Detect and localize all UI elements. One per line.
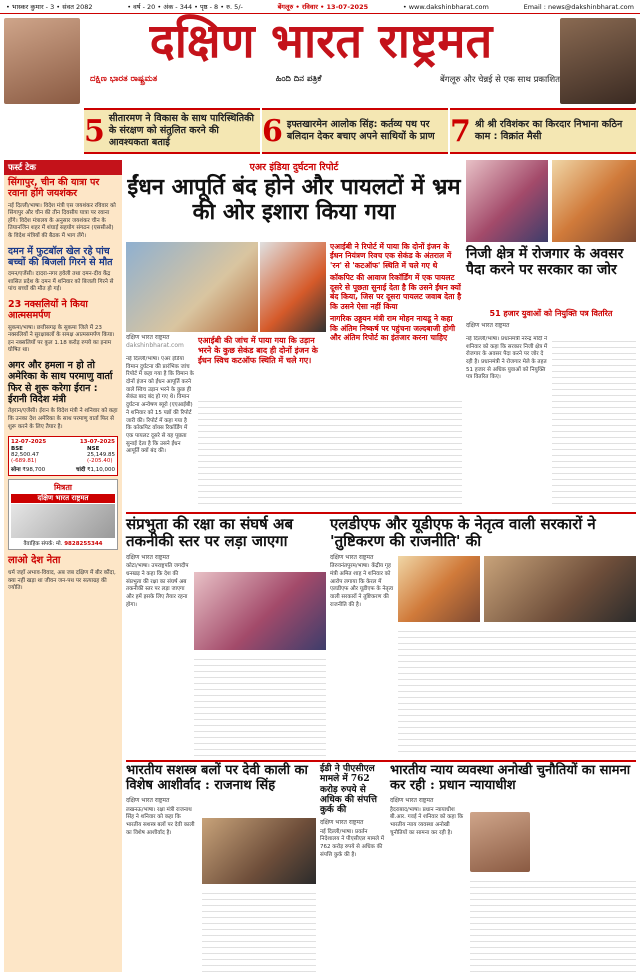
lead-body-columns [198,396,462,508]
left-headline-3[interactable]: 23 नक्सलियों ने किया आत्मसमर्पण [8,298,88,322]
left-body-5: धर्म जहाँ अभाव-विवाद, अब जब दक्षिण में बीर कौंदा, क्या नहीं खड़ा था जीवन जन-पथ पर सत्याग्रह की ज्योति। [8,570,116,592]
left-section-header: फर्स्ट टेक [4,160,122,175]
email-link[interactable]: Email : news@dakshinbharat.com [523,2,634,11]
left-column [4,160,122,972]
left-headline-4[interactable]: अगर और हमला न हो तो अमेरिका के साथ परमाणु वार्ता फिर से शुरू करेगा ईरान : ईरानी विदेश मंत्री [8,359,113,406]
bottom-a-body: लखनऊ/भाषा। रक्षा मंत्री राजनाथ सिंह ने शनिवार को कहा कि भारतीय सशस्त्र बलों पर देवी काली का विशेष आशीर्वाद है। [126,806,195,836]
left-body-4: तेहरान/एजेंसी। ईरान के विदेश मंत्री ने शनिवार को कहा कि उनका देश अमेरिका के साथ परमाणु वार्ता फिर से शुरू करने के लिए तैयार है। [8,408,118,430]
bottom-c-body: हैदराबाद/भाषा। प्रधान न्यायाधीश बी.आर. गवई ने शनिवार को कहा कि भारतीय न्याय व्यवस्था अनोखी चुनौतियों का सामना कर रही है। [390,806,464,836]
lead-byline-web: dakshinbharat.com [126,341,184,349]
bottom-story-a [126,764,316,972]
bottom-c-headline[interactable]: भारतीय न्याय व्यवस्था अनोखी चुनौतियों का सामना कर रही : प्रधान न्यायाधीश [390,763,631,793]
promo-item-2[interactable] [262,108,448,154]
top-info-bar [0,0,640,14]
silver-label: चांदी [75,467,86,474]
rtop-body-columns [552,336,636,508]
rtop-subheadline: 51 हजार युवाओं को नियुक्ति पत्र वितरित [489,309,613,318]
masthead-photo-left [4,18,80,104]
nse-label: NSE [87,446,100,453]
bottom-a-byline: दक्षिण भारत राष्ट्रमत [126,796,170,804]
mid-right-byline: दक्षिण भारत राष्ट्रमत [330,553,374,561]
website-link[interactable]: • www.dakshinbharat.com [402,2,489,11]
bottom-c-photo [470,812,530,872]
lead-bullet-2: कॉकपिट की आवाज रिकॉर्डिंग में एक पायलट दूसरे से पूछता सुनाई देता है कि उसने ईंधन क्यों बंद किया, जिस पर दूसरा पायलट जवाब देता है कि उसने ऐसा नहीं किया [330,273,462,311]
promo-text: श्री श्री रविशंकर का किरदार निभाना कठिन काम : विक्रांत मैसी [474,119,623,142]
masthead-tagline: बेंगलूरु और चेन्नई से एक साथ प्रकाशित [439,75,560,85]
matrimony-ad[interactable] [8,479,118,550]
ad-contact [11,539,115,547]
lead-kicker: एअर इंडिया दुर्घटना रिपोर्ट [249,162,339,173]
promo-page-number: 7 [450,113,471,149]
mid-left-columns [194,654,326,756]
promo-item-1[interactable] [84,108,260,154]
mid-left-story [126,516,326,756]
lead-byline [126,334,196,350]
mid-right-body: तिरुवनंतपुरम/भाषा। केंद्रीय गृह मंत्री अमित शाह ने शनिवार को आरोप लगाया कि केरल में एलडीएफ और यूडीएफ के नेतृत्व वाली सरकारों ने तुष्टिकरण की राजनीति की है। [330,563,394,608]
rtop-byline: दक्षिण भारत राष्ट्रमत [466,322,510,329]
lead-headline[interactable]: ईंधन आपूर्ति बंद होने और पायलटों में भ्रम की ओर इशारा किया गया [127,174,461,226]
volume-info: • वर्ष - 20 • अंक - 344 • पृष्ठ - 8 • रु. 5/- [127,3,243,11]
section-divider-2 [126,760,636,762]
bottom-a-columns [202,888,316,972]
lead-bullets [330,242,462,343]
market-date-2: 13-07-2025 [79,439,115,446]
bottom-story-c [390,764,636,972]
mid-left-photo [194,572,326,650]
ad-title: मित्रता [54,483,72,493]
gold-value: ₹98,700 [22,467,46,474]
mid-left-byline: दक्षिण भारत राष्ट्रमत [126,553,170,561]
promo-page-number: 6 [262,113,283,149]
left-body-1: नई दिल्ली/भाषा। विदेश मंत्री एस जयशंकर रविवार को सिंगापुर और चीन की तीन दिवसीय यात्रा पर रवाना होंगे। विदेश मंत्रालय के अनुसार जयशंकर चीन के तियानजिन शहर में शंघाई सहयोग संगठन (एससीओ) के विदेश मंत्रियों की बैठक में भाग लेंगे। [8,202,116,239]
rtop-body: नई दिल्ली/भाषा। प्रधानमंत्री नरेन्द्र मोदी ने शनिवार को कहा कि सरकार निजी क्षेत्र में रोजगार के अवसर पैदा करने पर जोर दे रही है। प्रधानमंत्री ने रोजगार मेले के तहत 51 हजार से अधिक युवाओं को नियुक्ति पत्र वितरित किए। [466,336,548,381]
mid-right-headline[interactable]: एलडीएफ और यूडीएफ के नेतृत्व वाली सरकारों ने 'तुष्टिकरण की राजनीति' की [330,515,596,551]
market-date-1: 12-07-2025 [11,439,47,446]
promo-text: इफ्तखारमेन आलोक सिंह: कर्तव्य पथ पर बलिदान देकर बचाए अपने साथियों के प्राण [286,119,435,142]
bottom-b-headline[interactable]: ईडी ने पीएसीएल मामले में 762 करोड़ रुपये से अधिक की संपत्ति कुर्क की [320,764,377,816]
bottom-story-b [320,764,386,972]
mid-right-photo-1 [398,556,480,622]
left-body-2: दमन/एजेंसी। दादरा-नगर हवेली तथा दमन-दीव केंद्र शासित प्रदेश के दमन में शनिवार को बिजली गिरने से पांच बच्चों की मौत हो गई। [8,271,114,293]
rtop-headline[interactable]: निजी क्षेत्र में रोजगार के अवसर पैदा करने पर सरकार का जोर [466,246,624,279]
bse-change: (-689.81) [11,458,37,465]
masthead [0,14,640,106]
bottom-a-photo [202,818,316,884]
lead-callout: एआईबी की जांच में पाया गया कि उड़ान भरने के कुछ सेकंड बाद ही दोनों इंजन के ईंधन स्विच कटऑफ स्थिति में चले गए। [198,336,318,365]
ad-subtitle: दक्षिण भारत राष्ट्रमत [11,494,115,503]
kannada-subtitle: ಹಿಂದಿ ದಿನ ಪತ್ರಿಕೆ [275,74,322,84]
lead-bullet-3: नागरिक उड्डयन मंत्री राम मोहन नायडू ने कहा कि अंतिम निष्कर्ष पर पहुंचना जल्दबाजी होगी और अंतिम रिपोर्ट का इंतजार करना चाहिए [330,314,456,343]
mid-right-story [330,516,636,756]
nse-block [87,446,115,464]
left-body-3: सुकमा/भाषा। छत्तीसगढ़ के सुकमा जिले में 23 नक्सलियों ने सुरक्षाबलों के समक्ष आत्मसमर्पण किया। इन नक्सलियों पर कुल 1.18 करोड़ रुपये का इनाम घोषित था। [8,324,115,354]
masthead-photo-right [560,18,636,104]
mid-left-headline[interactable]: संप्रभुता की रक्षा का संघर्ष अब तकनीकी स्तर पर लड़ा जाएगा [126,515,294,551]
section-divider-1 [126,512,636,514]
bse-label: BSE [11,446,23,453]
newspaper-title: दक्षिण भारत राष्ट्रमत [149,14,493,69]
mid-right-columns [398,626,636,756]
bottom-c-columns [470,876,636,972]
rtop-photo-1 [466,160,548,242]
left-headline-1[interactable]: सिंगापुर, चीन की यात्रा पर रवाना होंगे जयशंकर [8,177,100,200]
lead-photo-1 [126,242,258,332]
promo-item-3[interactable] [450,108,636,154]
lead-story [126,160,462,510]
market-box [8,436,118,476]
left-headline-2[interactable]: दमन में फुटबॉल खेल रहे पांच बच्चों की बिजली गिरने से मौत [8,245,113,268]
nse-change: (-205.40) [87,458,113,465]
bottom-b-body: नई दिल्ली/भाषा। प्रवर्तन निदेशालय ने पीएसीएल मामले में 762 करोड़ रुपये से अधिक की संपत्ति कुर्क की है। [320,828,385,858]
lead-byline-name: दक्षिण भारत राष्ट्रमत [126,334,170,341]
bottom-b-byline: दक्षिण भारत राष्ट्रमत [320,818,364,826]
mid-left-body: कोटा/भाषा। उपराष्ट्रपति जगदीप धनखड़ ने कहा कि देश की संप्रभुता की रक्षा का संघर्ष अब तकनीकी स्तर पर लड़ा जाएगा और हमें इसके लिए तैयार रहना होगा। [126,563,189,608]
bottom-a-headline[interactable]: भारतीय सशस्त्र बलों पर देवी काली का विशेष आशीर्वाद : राजनाथ सिंह [126,763,308,793]
issue-info: • भास्कर कुमार - 3 • संवत 2082 [6,3,93,11]
kannada-title: ದಕ್ಷಿಣ ಭಾರತ ರಾಷ್ಟ್ರಮತ [90,74,158,84]
promo-text: सीतारमण ने विकास के साथ पारिस्थितिकी के संरक्षण को संतुलित करने की आवश्यकता बताई [108,113,254,148]
bse-block [11,446,39,464]
lead-bullet-1: एआईबी ने रिपोर्ट में पाया कि दोनों इंजन के ईंधन नियंत्रण रिवच एक सेकंड के अंतराल में 'रन' से 'कटऑफ' स्थिति में चले गए थे [330,242,452,270]
masthead-subline [90,74,560,85]
mid-right-photo-2 [484,556,636,622]
contact-number: 9828255344 [64,541,103,548]
bottom-c-byline: दक्षिण भारत राष्ट्रमत [390,796,434,804]
lead-body: नई दिल्ली/भाषा। एअर इंडिया विमान दुर्घटना की प्रारंभिक जांच रिपोर्ट में कहा गया है कि विमान के दोनों इंजन को ईंधन आपूर्ति करने वाले स्विच उड़ान भरने के कुछ ही सेकंड बाद बंद हो गए थे। विमान दुर्घटना अन्वेषण ब्यूरो (एएआईबी) ने शनिवार को 15 पन्नों की रिपोर्ट जारी की। रिपोर्ट में कहा गया है कि कॉकपिट वॉयस रिकॉर्डिंग में एक पायलट दूसरे से यह पूछता सुनाई देता है कि उसने ईंधन आपूर्ति क्यों बंद की। [126,356,194,455]
rtop-photo-2 [552,160,636,242]
silver-value: ₹1,10,000 [87,467,115,474]
left-headline-5[interactable]: लाओ देश नेता [8,555,61,567]
right-top-story [466,160,636,510]
promo-page-number: 5 [84,113,105,149]
date-info: बेंगलूरु • रविवार • 13-07-2025 [277,3,369,11]
contact-label: वैवाहिक संपर्क: मो. [23,541,63,548]
gold-label: सोना [11,467,21,474]
bse-value: 82,500.47 [11,452,39,459]
lead-photo-2 [260,242,326,332]
nse-value: 25,149.85 [87,452,115,459]
ad-photo [11,504,115,538]
